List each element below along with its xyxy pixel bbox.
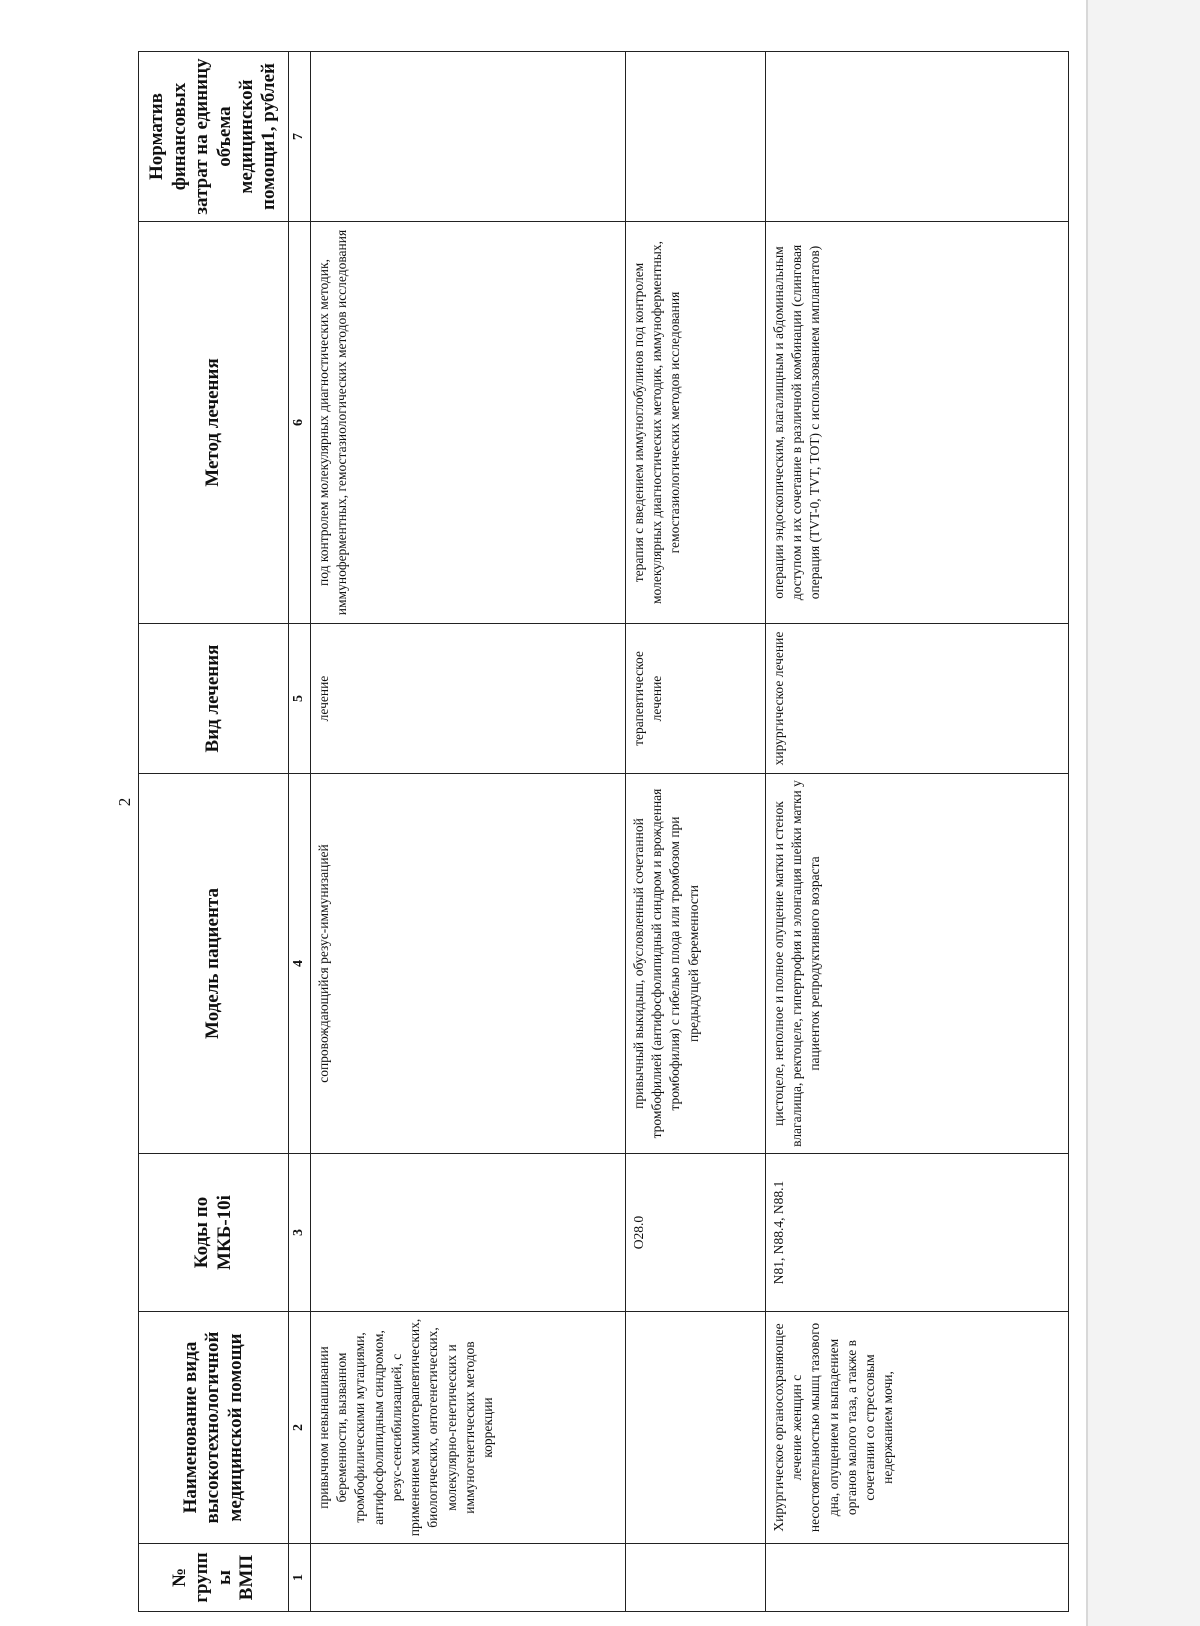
table-row	[766, 52, 1069, 1612]
cell-group	[311, 1544, 626, 1612]
header-icd-codes: Коды по МКБ-10i	[139, 1154, 289, 1312]
column-number: 3	[289, 1154, 311, 1312]
cell-codes: O28.0	[626, 1154, 766, 1312]
cell-cost	[626, 52, 766, 222]
cell-patient-model: цистоцеле, неполное и полное опущение матки и стенок влагалища, ректоцеле, гипертрофия и элонгация шейки матки у пациенток репродуктивного возраста	[766, 774, 1069, 1154]
cell-codes	[311, 1154, 626, 1312]
rotated-page	[0, 56, 1000, 1616]
column-number-row	[289, 52, 311, 1612]
header-care-name: Наименование вида высокотехнологичной медицинской помощи	[139, 1312, 289, 1544]
cell-care-name: привычном невынашивании беременности, вызванном тромбофилическими мутациями, антифосфолипидным синдромом, резус-сенсибилизацией, с применением химиотерапевтических, биологических, онтогенетических, молекулярно-генетических и иммуногенетических методов коррекции	[311, 1312, 626, 1544]
cell-care-name	[626, 1312, 766, 1544]
scan-page-edge	[1086, 0, 1200, 1626]
cell-cost	[766, 52, 1069, 222]
header-cost-standard: Норматив финансовых затрат на единицу объема медицинской помощи1, рублей	[139, 52, 289, 222]
cell-cost	[311, 52, 626, 222]
header-row	[139, 52, 289, 1612]
page-number: 2	[115, 797, 134, 807]
cell-codes: N81, N88.4, N88.1	[766, 1154, 1069, 1312]
column-number: 5	[289, 624, 311, 774]
cell-group	[626, 1544, 766, 1612]
column-number: 6	[289, 222, 311, 624]
column-number: 4	[289, 774, 311, 1154]
table-row	[311, 52, 626, 1612]
header-group-number: № группы ВМП	[139, 1544, 289, 1612]
cell-care-name: Хирургическое органосохраняющее лечение женщин с несостоятельностью мышц тазового дна, опущением и выпадением органов малого таза, а также в сочетании со стрессовым недержанием мочи,	[766, 1312, 1069, 1544]
header-treatment-type: Вид лечения	[139, 624, 289, 774]
cell-treatment-type: лечение	[311, 624, 626, 774]
cell-treatment-method: под контролем молекулярных диагностических методик, иммуноферментных, гемостазиологических методов исследования	[311, 222, 626, 624]
cell-treatment-method: операции эндоскопическим, влагалищным и абдоминальным доступом и их сочетание в различной комбинации (слинговая операция (TVT-0, TVT, TOT) с использованием имплантатов)	[766, 222, 1069, 624]
cell-group	[766, 1544, 1069, 1612]
vmp-table	[138, 51, 1069, 1612]
cell-treatment-method: терапия с введением иммуноглобулинов под контролем молекулярных диагностических методик, иммуноферментных, гемостазиологических методов исследования	[626, 222, 766, 624]
column-number: 7	[289, 52, 311, 222]
cell-patient-model: сопровождающийся резус-иммунизацией	[311, 774, 626, 1154]
header-patient-model: Модель пациента	[139, 774, 289, 1154]
column-number: 2	[289, 1312, 311, 1544]
column-number: 1	[289, 1544, 311, 1612]
header-treatment-method: Метод лечения	[139, 222, 289, 624]
table-row	[626, 52, 766, 1612]
cell-treatment-type: хирургическое лечение	[766, 624, 1069, 774]
cell-treatment-type: терапевтическое лечение	[626, 624, 766, 774]
cell-patient-model: привычный выкидыш, обусловленный сочетанной тромбофилией (антифосфолипидный синдром и врожденная тромбофилия) с гибелью плода или тромбозом при предыдущей беременности	[626, 774, 766, 1154]
